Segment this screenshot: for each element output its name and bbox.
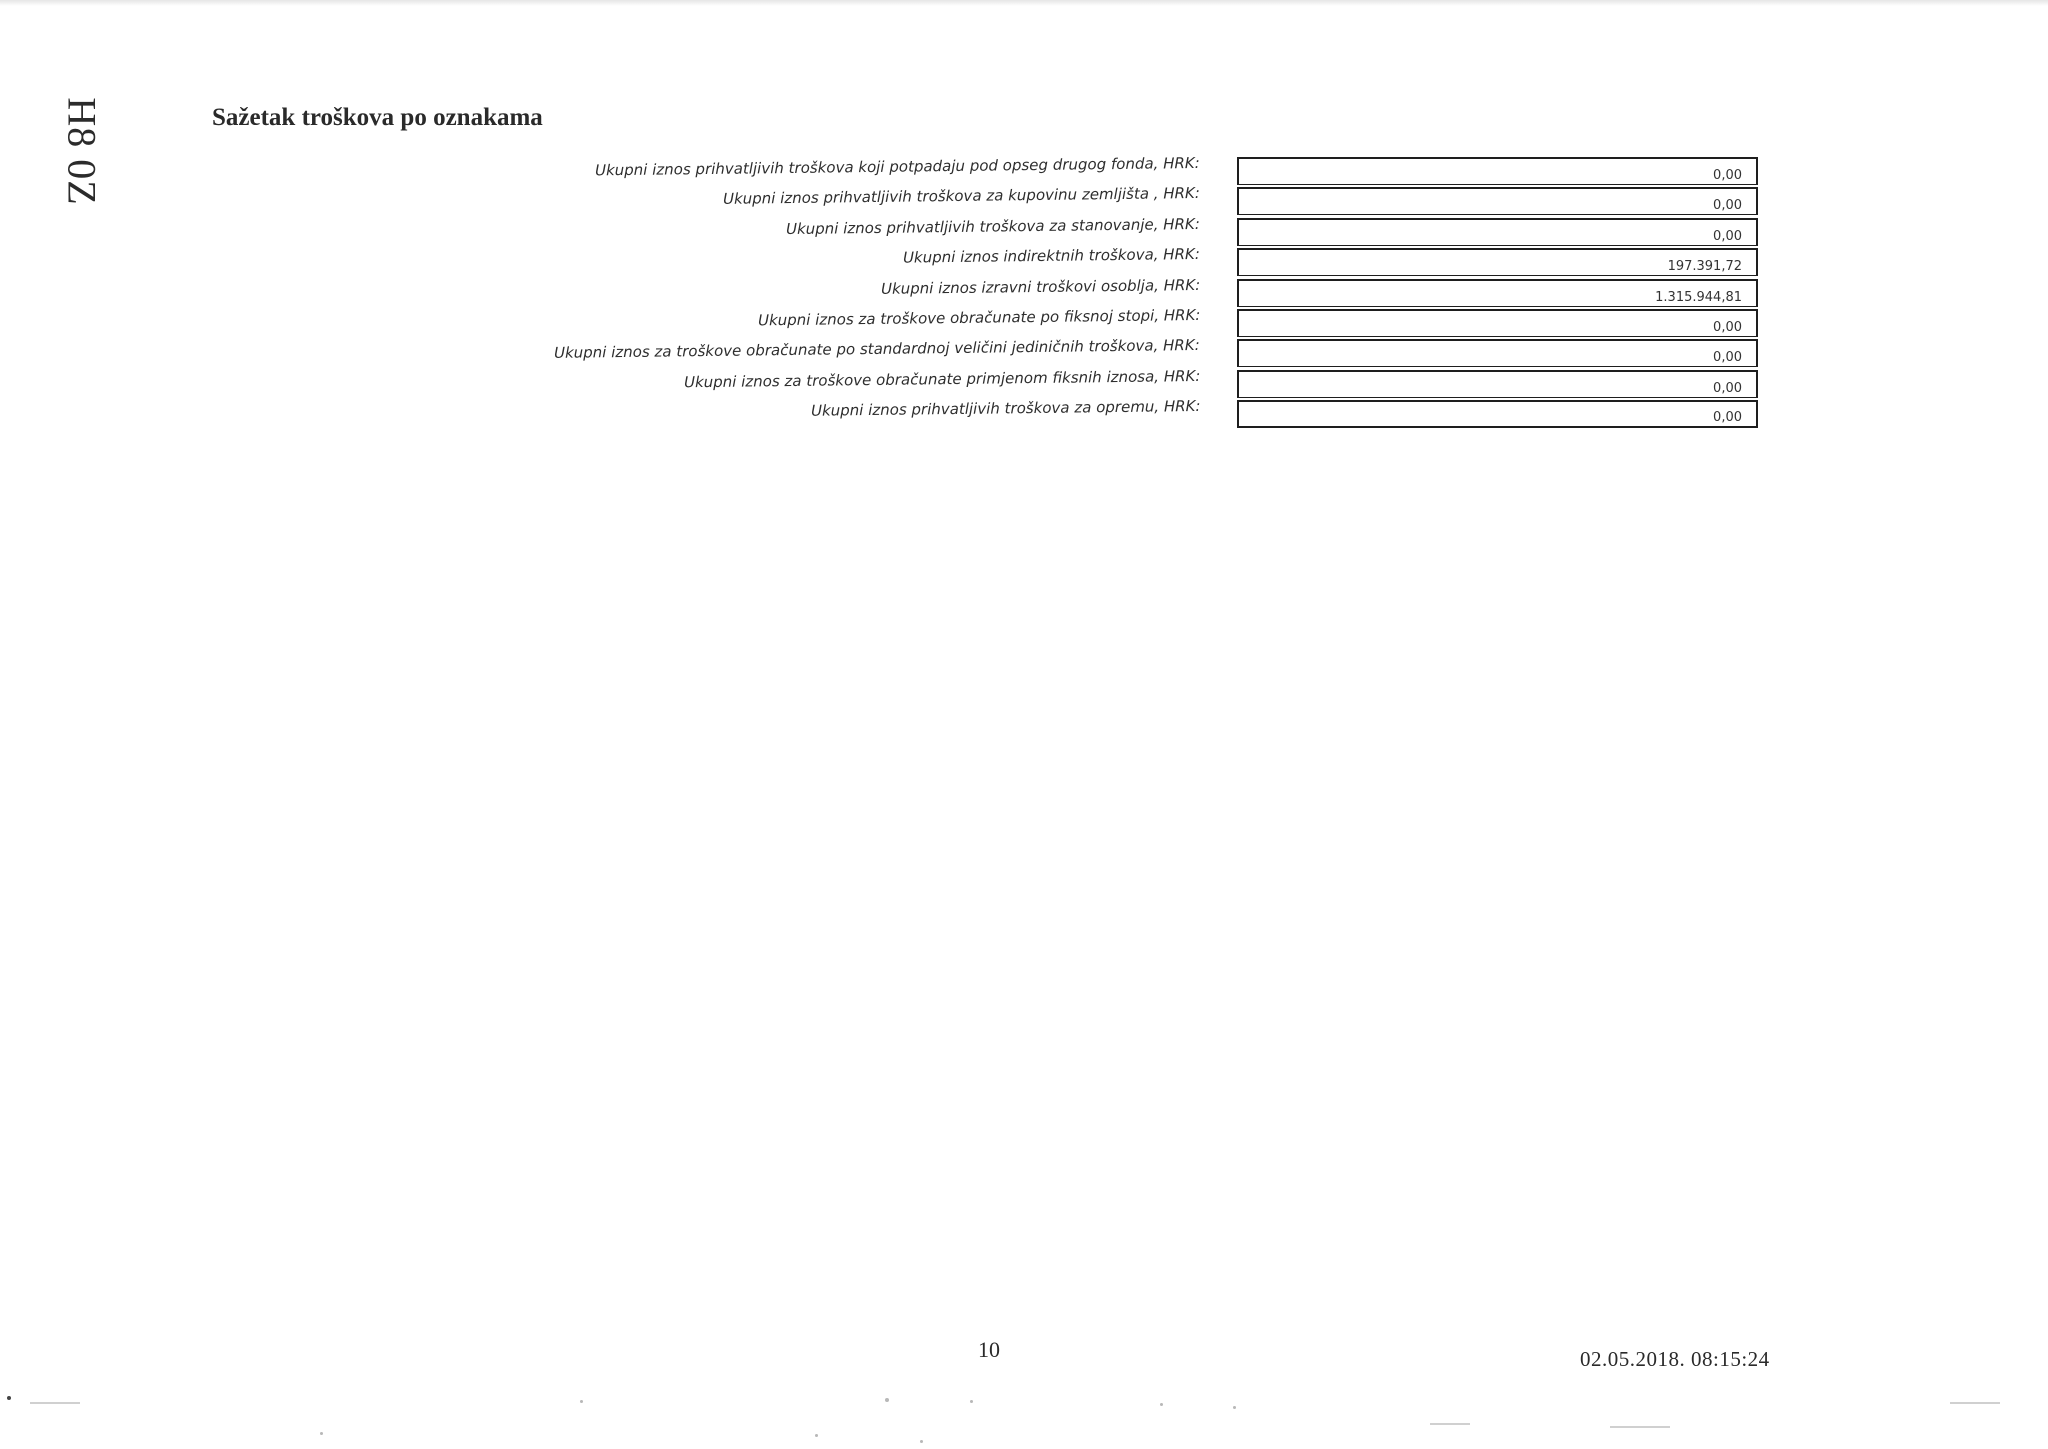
scan-speck [580, 1400, 583, 1403]
cost-value: 0,00 [1713, 168, 1742, 183]
scan-speck [7, 1396, 11, 1400]
cost-value-field [1237, 339, 1758, 367]
cost-row-label: Ukupni iznos prihvatljivih troškova za opremu, HRK: [810, 397, 1201, 420]
cost-value: 197.391,72 [1667, 259, 1742, 275]
handwritten-page-stamp: H8 0Z [59, 97, 105, 206]
cost-row [430, 365, 1760, 395]
cost-row-label: Ukupni iznos za troškove obračunate primjenom fiksnih iznosa, HRK: [683, 366, 1201, 392]
scan-dash [1610, 1426, 1670, 1428]
cost-row-label: Ukupni iznos prihvatljivih troškova za stanovanje, HRK: [786, 214, 1201, 238]
cost-value-field [1237, 248, 1758, 276]
scan-speck [1160, 1403, 1163, 1406]
cost-row-label: Ukupni iznos za troškove obračunate po fiksnoj stopi, HRK: [757, 305, 1201, 330]
scan-speck [885, 1398, 889, 1402]
cost-row-label: Ukupni iznos indirektnih troškova, HRK: [903, 245, 1201, 267]
cost-value-field [1237, 157, 1758, 185]
scan-speck [815, 1434, 818, 1437]
cost-summary-table [430, 152, 1760, 426]
cost-row [430, 304, 1760, 334]
cost-row [430, 334, 1760, 364]
scan-dash [30, 1402, 80, 1404]
cost-value: 0,00 [1713, 410, 1742, 426]
cost-value: 0,00 [1713, 228, 1742, 244]
cost-value: 1.315.944,81 [1655, 289, 1742, 305]
cost-row-label: Ukupni iznos za troškove obračunate po standardnoj veličini jediničnih troškova, HRK: [554, 336, 1201, 363]
scan-speck [920, 1440, 923, 1443]
section-title: Sažetak troškova po oznakama [212, 104, 543, 131]
cost-row [430, 182, 1760, 212]
scan-speck [320, 1432, 323, 1435]
cost-value-field [1237, 279, 1758, 307]
cost-row [430, 243, 1760, 273]
cost-value: 0,00 [1713, 319, 1742, 335]
scan-speck [970, 1400, 973, 1403]
cost-value: 0,00 [1713, 350, 1742, 366]
print-timestamp: 02.05.2018. 08:15:24 [1580, 1347, 1770, 1371]
cost-value-field [1237, 218, 1758, 246]
scan-dash [1430, 1423, 1470, 1425]
cost-row [430, 213, 1760, 243]
cost-row [430, 274, 1760, 304]
cost-row [430, 152, 1760, 182]
cost-row-label: Ukupni iznos izravni troškovi osoblja, HRK: [880, 275, 1201, 298]
cost-value-field [1237, 370, 1758, 398]
cost-row-label: Ukupni iznos prihvatljivih troškova za kupovinu zemljišta , HRK: [723, 184, 1201, 209]
page-number: 10 [978, 1337, 1000, 1362]
cost-value-field [1237, 309, 1758, 337]
cost-row [430, 395, 1760, 425]
cost-value: 0,00 [1713, 198, 1742, 214]
cost-value: 0,00 [1713, 380, 1742, 396]
scan-speck [1233, 1406, 1236, 1409]
scan-dash [1950, 1402, 2000, 1404]
cost-value-field [1237, 187, 1758, 215]
cost-value-field [1237, 400, 1758, 428]
cost-row-label: Ukupni iznos prihvatljivih troškova koji potpadaju pod opseg drugog fonda, HRK: [595, 154, 1201, 180]
scan-edge [0, 0, 2048, 6]
